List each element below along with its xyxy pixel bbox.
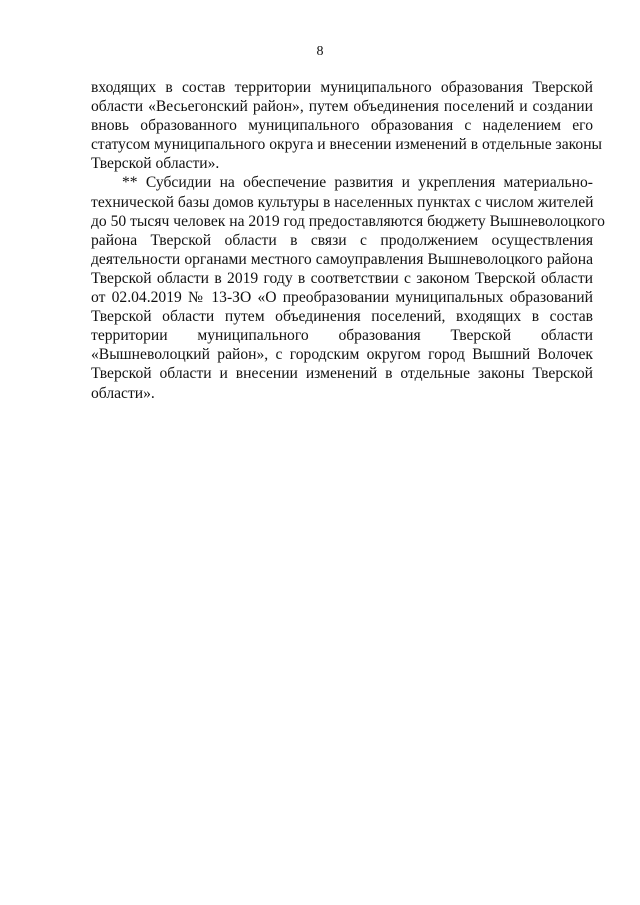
text-line: Тверской области».: [91, 155, 220, 173]
paragraph-footnote: [91, 173, 605, 402]
text-line: «Вышневолоцкий район», с городским округом город Вышний Волочек: [91, 346, 593, 364]
text-line: ** Субсидии на обеспечение развития и укрепления материально-: [122, 174, 593, 192]
text-line: области».: [91, 384, 155, 402]
page-number: 8: [316, 44, 324, 59]
document-body: [91, 78, 605, 403]
text-line: вновь образованного муниципального образования с наделением его: [91, 117, 593, 135]
text-line: района Тверской области в связи с продолжением осуществления: [91, 231, 593, 249]
text-line: от 02.04.2019 № 13-ЗО «О преобразовании муниципальных образований: [91, 289, 593, 307]
text-line: до 50 тысяч человек на 2019 год предоставляются бюджету Вышневолоцкого: [91, 212, 605, 230]
text-line: Тверской области путем объединения поселений, входящих в состав: [91, 308, 593, 326]
text-line: территории муниципального образования Тверской области: [91, 327, 593, 345]
text-line: входящих в состав территории муниципального образования Тверской: [91, 79, 593, 96]
text-line: Тверской области и внесении изменений в отдельные законы Тверской: [91, 365, 593, 383]
paragraph-continuation: [91, 78, 603, 173]
text-line: области «Весьегонский район», путем объединения поселений и создании: [91, 98, 593, 116]
text-line: Тверской области в 2019 году в соответствии с законом Тверской области: [91, 269, 593, 287]
text-line: статусом муниципального округа и внесении изменений в отдельные законы: [91, 136, 603, 154]
text-line: деятельности органами местного самоуправления Вышневолоцкого района: [91, 250, 593, 268]
text-line: технической базы домов культуры в населенных пунктах с числом жителей: [91, 193, 594, 211]
